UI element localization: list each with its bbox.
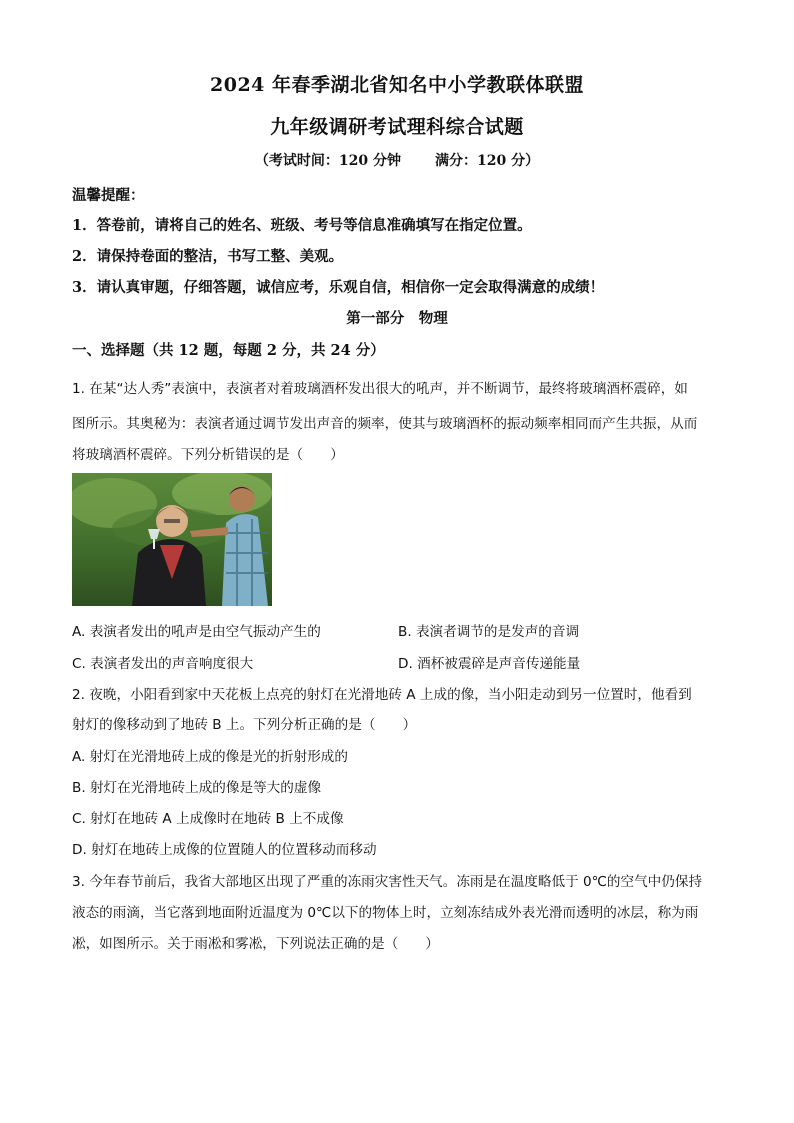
question-text: 液态的雨滴，当它落到地面附近温度为 0℃以下的物体上时，立刻冻结成外表光滑而透明的冰层，称为雨 [72, 905, 699, 921]
question-text: 图所示。其奥秘为：表演者通过调节发出声音的频率，使其与玻璃酒杯的振动频率相同而产生共振，从而 [72, 416, 698, 432]
option-c: C. 射灯在地砖 A 上成像时在地砖 B 上不成像 [72, 811, 344, 827]
question-text: 射灯的像移动到了地砖 B 上。下列分析正确的是（ ） [72, 717, 417, 733]
question-text: 2. 夜晚，小阳看到家中天花板上点亮的射灯在光滑地砖 A 上成的像，当小阳走动到另一位置时，他看到 [72, 687, 692, 703]
option-a: A. 表演者发出的吼声是由空气振动产生的 [72, 624, 321, 640]
exam-time: （考试时间：120 分钟 [254, 153, 401, 169]
question-text: 凇，如图所示。关于雨凇和雾凇，下列说法正确的是（ ） [72, 936, 440, 952]
question-text: 3. 今年春节前后，我省大部地区出现了严重的冻雨灾害性天气。冻雨是在温度略低于 0℃的空气中仍保持 [72, 874, 703, 890]
option-b: B. 射灯在光滑地砖上成的像是等大的虚像 [72, 780, 322, 796]
part-title: 第一部分 物理 [346, 310, 448, 327]
option-c: C. 表演者发出的声音响度很大 [72, 656, 254, 672]
tip-item: 3．请认真审题，仔细答题，诚信应考，乐观自信，相信你一定会取得满意的成绩！ [72, 279, 605, 296]
question-text: 1. 在某“达人秀”表演中，表演者对着玻璃酒杯发出很大的吼声，并不断调节，最终将玻璃酒杯震碎，如 [72, 381, 688, 397]
section-title: 一、选择题（共 12 题，每题 2 分，共 24 分） [72, 342, 385, 359]
option-d: D. 射灯在地砖上成像的位置随人的位置移动而移动 [72, 842, 377, 858]
option-a: A. 射灯在光滑地砖上成的像是光的折射形成的 [72, 749, 348, 765]
exam-title-line2: 九年级调研考试理科综合试题 [270, 116, 524, 138]
tip-item: 1．答卷前，请将自己的姓名、班级、考号等信息准确填写在指定位置。 [72, 217, 532, 234]
exam-info [0, 150, 794, 170]
exam-title-line1: 2024 年春季湖北省知名中小学教联体联盟 [210, 74, 584, 96]
tips-heading: 温馨提醒： [72, 187, 145, 204]
option-b: B. 表演者调节的是发声的音调 [398, 624, 580, 640]
option-d: D. 酒杯被震碎是声音传递能量 [398, 656, 581, 672]
question-text: 将玻璃酒杯震碎。下列分析错误的是（ ） [72, 447, 344, 463]
full-score: 满分：120 分） [435, 153, 540, 169]
performer-photo [72, 473, 272, 606]
tip-item: 2．请保持卷面的整洁，书写工整、美观。 [72, 248, 344, 265]
